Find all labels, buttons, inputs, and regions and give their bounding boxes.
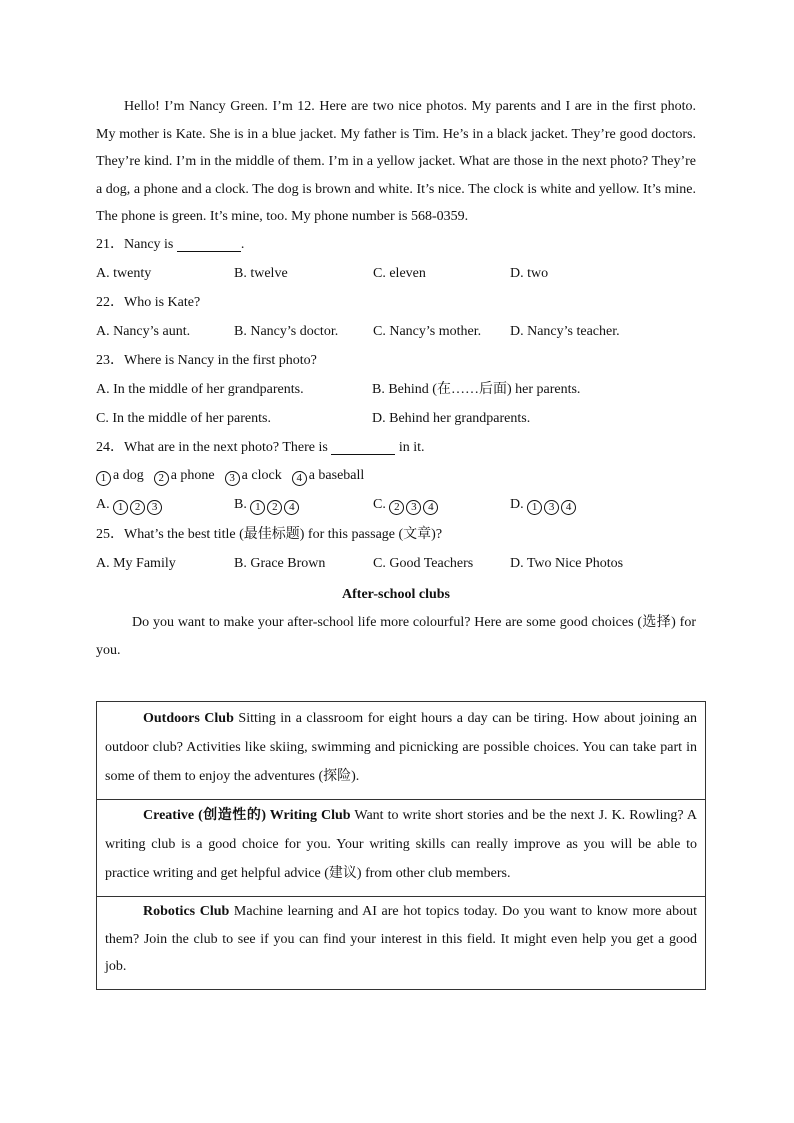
item-text: a dog [113,467,144,483]
answer-blank [177,238,241,252]
section-title: After-school clubs [342,586,450,602]
question-24 [96,434,696,463]
option-d: D. Two Nice Photos [510,556,624,572]
option-c: C. Good Teachers [373,556,474,572]
item-1 [96,469,144,486]
question-21-stem: 21．Nancy is [96,237,177,253]
option-a: A. In the middle of her grandparents. [96,382,304,398]
club-creative-writing [97,799,705,896]
option-d: D. Behind her grandparents. [372,411,531,427]
circled-number: 1 [250,500,265,515]
clubs-table [96,701,706,990]
question-21 [96,231,696,260]
option-b: B. twelve [234,266,288,282]
question-23-options-row1 [96,376,696,405]
question-25-options [96,550,696,579]
circled-number: 2 [389,500,404,515]
reading-passage: Hello! I’m Nancy Green. I’m 12. Here are two nice photos. My parents and I are in the first photo. My mother is Kate. She is in a blue jacket. My father is Tim. He’s in a black jacket. They’re good doctors. They’re kind. I’m in the middle of them. I’m in a yellow jacket. What are those in the next photo? They’re a dog, a phone and a clock. The dog is brown and white. It’s nice. The clock is white and yellow. It’s mine. The phone is green. It’s mine, too. My phone number is 568-0359. [96,99,696,225]
circled-number: 2 [154,471,169,486]
circled-number: 3 [225,471,240,486]
item-2 [154,469,215,486]
option-c [373,498,510,515]
circled-number: 1 [113,500,128,515]
question-23 [96,347,696,376]
item-text: a baseball [308,467,365,483]
question-25 [96,521,696,550]
option-a: A. twenty [96,266,152,282]
question-21-stem-end: . [240,237,245,253]
answer-blank [331,441,395,455]
item-3 [225,469,282,486]
question-23-options-row2 [96,405,696,434]
circled-number: 1 [527,500,542,515]
question-22-options [96,318,696,347]
club-description: Want to write short stories and be the next J. K. Rowling? A writing club is a good choice for you. Your writing skills can really improve as you will be able to practice writing and get helpful advice (建议) from other club members. [105,808,698,881]
option-a [96,498,234,515]
question-24-stem: 24．What are in the next photo? There is [96,440,332,456]
question-21-options [96,260,696,289]
question-22 [96,289,696,318]
circled-number: 1 [96,471,111,486]
option-b: B. Nancy’s doctor. [234,324,339,340]
question-24-stem-end: in it. [395,440,425,456]
option-a: A. Nancy’s aunt. [96,324,191,340]
circled-number: 3 [147,500,162,515]
option-a: A. My Family [96,556,176,572]
question-22-stem: 22．Who is Kate? [96,295,201,311]
option-letter: A. [96,496,110,512]
circled-number: 3 [544,500,559,515]
club-description: Sitting in a classroom for eight hours a day can be tiring. How about joining an outdoor club? Activities like skiing, swimming and picnicking are possible choices. You can take part in some of them to enjoy the adventures (探险). [105,711,698,784]
option-b: B. Grace Brown [234,556,326,572]
club-robotics [97,896,705,989]
circled-number: 4 [423,500,438,515]
option-b [234,498,373,515]
circled-number: 4 [284,500,299,515]
circled-number: 2 [130,500,145,515]
section-intro: Do you want to make your after-school life more colourful? Here are some good choices (选择) for you. [96,614,696,658]
option-c: C. In the middle of her parents. [96,411,271,427]
question-23-stem: 23．Where is Nancy in the first photo? [96,353,317,369]
item-text: a phone [170,467,215,483]
option-letter: D. [510,496,524,512]
club-description: Machine learning and AI are hot topics today. Do you want to know more about them? Join the club to see if you can find your interest in this field. It might even help you get a good job. [105,904,697,974]
item-4 [292,469,365,486]
option-c: C. Nancy’s mother. [373,324,482,340]
question-24-options [96,492,696,521]
club-outdoors [97,702,705,799]
circled-number: 2 [267,500,282,515]
question-25-stem: 25．What’s the best title (最佳标题) for this passage (文章)? [96,527,443,543]
option-letter: C. [373,496,386,512]
option-c: C. eleven [373,266,426,282]
option-d: D. Nancy’s teacher. [510,324,620,340]
item-text: a clock [241,467,282,483]
exam-page [96,93,696,664]
circled-number: 3 [406,500,421,515]
circled-number: 4 [561,500,576,515]
option-letter: B. [234,496,247,512]
question-24-items [96,463,696,492]
option-d: D. two [510,266,549,282]
option-d [510,498,578,515]
club-name: Robotics Club [143,904,230,919]
option-b: B. Behind (在……后面) her parents. [372,382,581,398]
circled-number: 4 [292,471,307,486]
club-name: Outdoors Club [143,711,234,726]
club-name: Creative (创造性的) Writing Club [143,808,351,823]
